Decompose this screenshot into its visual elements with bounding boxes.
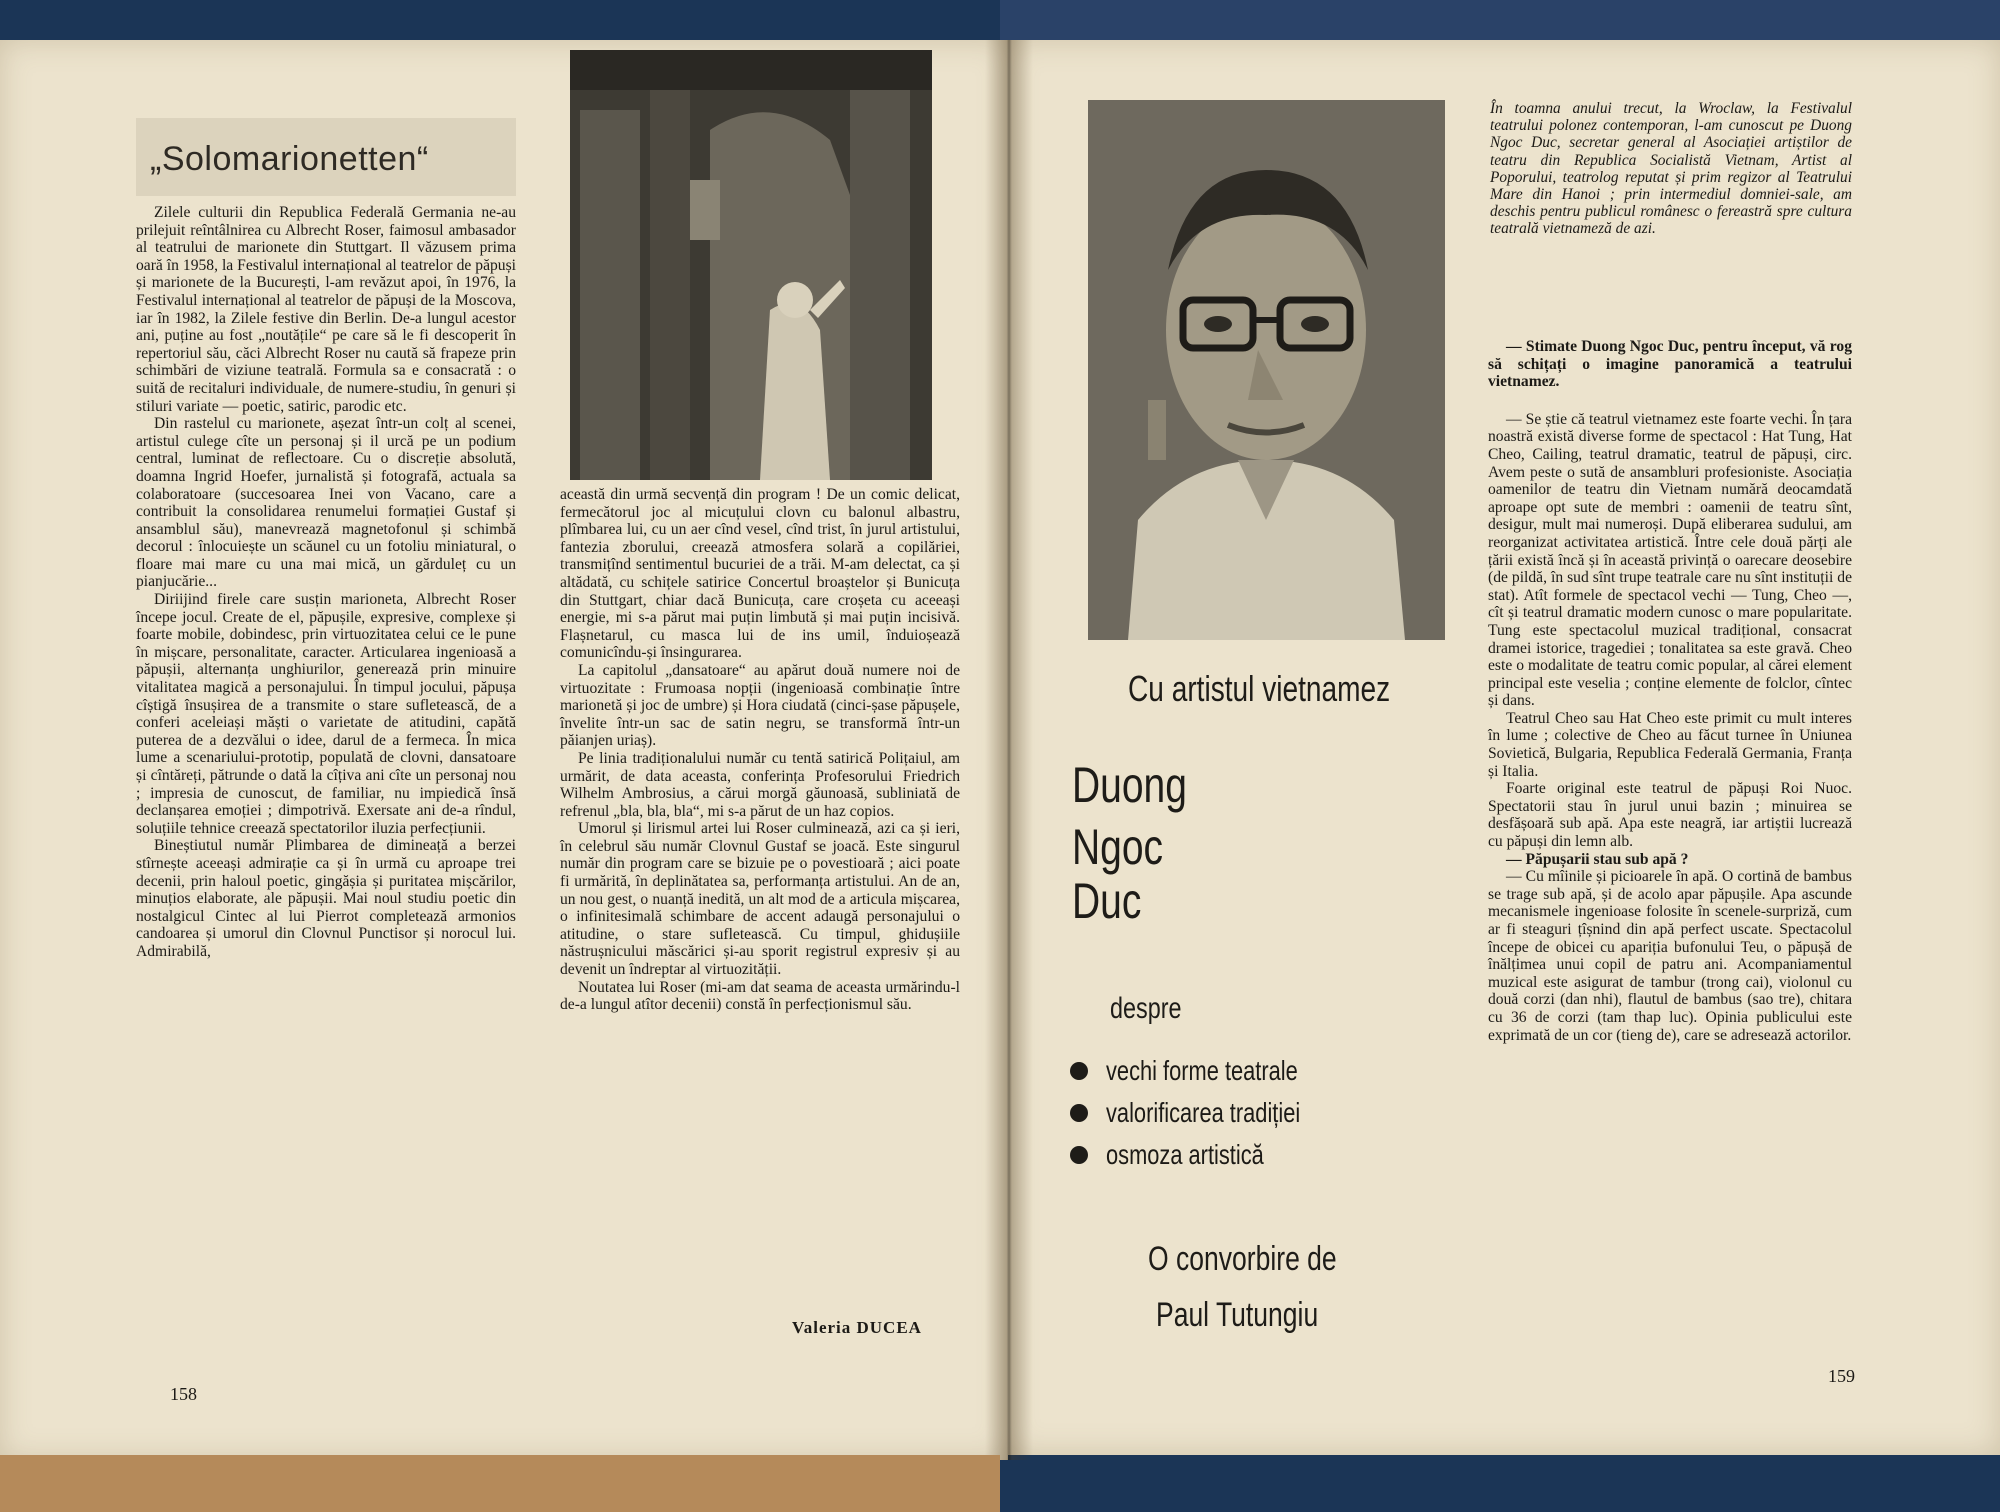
article-title: „Solomarionetten“ xyxy=(150,140,429,178)
paragraph: această din urmă secvență din program ! De un comic delicat, fermecătorul joc al micuțului clovn cu balonul albastru, plîmbarea lui, cu un aer cînd vesel, cînd trist, în jurul artistului, fantezia zborului, creează atmosfera solară a copilăriei, transmițînd sentimentul bucuriei de a trăi. M-am delectat, ca și altădată, cu schițele satirice Concertul broaștelor și Bunicuța din Stuttgart, chiar dacă Bunicuța, care croșeta cu aceeași energie, mi s-a părut mai puțin limbută și mai puțin incisivă. Flașnetarul, cu masca lui de ins umil, înduioșează comunicîndu-și însingurarea. xyxy=(560,486,960,662)
name-line-2: Ngoc xyxy=(1072,819,1164,875)
bullet-icon xyxy=(1070,1104,1088,1122)
question: — Stimate Duong Ngoc Duc, pentru început, vă rog să schițați o imagine panoramică a teatrului vietnamez. xyxy=(1488,338,1852,391)
paragraph: La capitolul „dansatoare“ au apărut două numere noi de virtuozitate : Frumoasa nopții (ingenioasă combinație între marionetă și joc de umbre) și Hora ciudată (cinci-șase păpușele, învelite într-un sac de satin negru, se transformă într-un păianjen uriaș). xyxy=(560,661,960,750)
paragraph: Bineștiutul număr Plimbarea de dimineață a berzei stîrnește aceeași admirație ca și în urmă cu aproape trei decenii, prin haloul poetic, gingășia și puritatea mișcărilor, minuțios elaborate, ale păpușii. Mai noul studiu poetic din nostalgicul Cintec al lui Pierrot completează armonios candoarea și umorul din Clovnul Punctisor și norocul lui. Admirabilă, xyxy=(136,837,516,960)
paragraph: Diriijind firele care susțin marioneta, Albrecht Roser începe jocul. Create de el, păpușile, expresive, complexe și foarte mobile, dobindesc, prin virtuozitatea celui ce le pune în mișcare, personalitate, caracter. Articularea ingenioasă a păpușii, alternanța unghiurilor, generează prin minuire vitalitatea magică a personajului. În timpul jocului, păpușa cîștigă însușirea de a transmite o stare sufletească, de a conferi aceleiași măști o varietate de atitudini, capătă puterea de a dezvălui o idee, darul de a fermeca. În mica lume a scenariului-prototip, populată de clovni, dansatoare și cîntăreți, pătrunde o dată la cîțiva ani cîte un personaj nou ; impresia de cunoscut, de familiar, nu impiedică însă declanșarea emoției ; dimpotrivă. Exersate ani de-a rîndul, soluțiile tehnice creează spectatorilor iluzia perfecțiunii. xyxy=(136,591,516,837)
author-signature: Valeria DUCEA xyxy=(792,1318,922,1337)
bullet-icon xyxy=(1070,1062,1088,1080)
topic-label: valorificarea tradiției xyxy=(1106,1097,1301,1128)
paragraph: Umorul și lirismul artei lui Roser culminează, azi ca și ieri, în celebrul său număr Clovnul Gustaf se joacă. Este singurul număr din program care se bizuie pe o povestioară ; aici poate fi urmărită, în deplinătatea sa, performanța artistului. An de an, un nou gest, o nuanță inedită, un alt mod de a articula mișcarea, o infinitesimală schimbare de accent adaugă personajului o atitudine, o stare sufletească. Cu timpul, ghidușiile năstrușnicului măscărici și-au sporit registrul expresiv și au devenit un îndreptar al virtuozității. xyxy=(560,820,960,979)
name-line-3: Duc xyxy=(1072,873,1142,929)
bullet-icon xyxy=(1070,1146,1088,1164)
paragraph: Zilele culturii din Republica Federală Germania ne-au prilejuit reîntâlnirea cu Albrecht Roser, faimosul ambasador al teatrului de marionete din Stuttgart. Il văzusem prima oară în 1958, la Festivalul internațional al teatrelor de păpuși și marionete de la București, l-am revăzut apoi, în 1976, la Festivalul internațional al teatrelor de păpuși de la Moscova, iar în 1982, la Zilele festive din Berlin. De-a lungul acestor ani, puține au fost „noutățile“ pe care să le fi descoperit în repertoriul său, căci Albrecht Roser nu caută să frapeze prin schimbări de viziune teatrală. Formula sa e consacrată : o suită de recitaluri individuale, de numere-studiu, în genuri și stiluri variate — poetic, satiric, parodic etc. xyxy=(136,204,516,415)
topic-label: vechi forme teatrale xyxy=(1106,1055,1298,1086)
left-column-1 xyxy=(136,204,516,961)
topic-label: osmoza artistică xyxy=(1106,1139,1264,1170)
paragraph: Teatrul Cheo sau Hat Cheo este primit cu mult interes în lume ; colective de Cheo au făcut turnee în Uniunea Sovietică, Bulgaria, Republica Federală Germania, Franța și Italia. xyxy=(1488,709,1852,780)
topic-item xyxy=(1070,1134,1355,1176)
puppeteer-stage-photo xyxy=(570,50,932,480)
page-number-left: 158 xyxy=(170,1384,197,1404)
paragraph: Noutatea lui Roser (mi-am dat seama de aceasta urmărindu-l de-a lungul atîtor decenii) constă în perfecționismul său. xyxy=(560,978,960,1014)
paragraph: Foarte original este teatrul de păpuși Roi Nuoc. Spectatorii stau în jurul unui bazin ; minuirea se desfășoară sub apă. Apa este neagră, iar artiștii lucrează cu păpuși din lemn alb. xyxy=(1488,780,1852,851)
right-column xyxy=(1488,338,1852,1044)
book-gutter xyxy=(985,40,1033,1460)
paragraph: — Se știe că teatrul vietnamez este foarte vechi. În țara noastră există diverse forme de spectacol : Hat Tung, Hat Cheo, Cailing, teatrul dramatic, teatrul de păpuși, circ. Avem peste o sută de ansambluri profesioniste. Asociația oamenilor de teatru din Vietnam numără deocamdată aproape opt sute de membri : oamenii de teatru sînt, desigur, mult mai numeroși. După eliberarea sudului, am reorganizat activitatea artistică. Între cele două părți ale țării există încă și în această privință o oarecare deosebire (de pildă, în sud sînt trupe teatrale care nu sînt instituții de stat). Atît formele de spectacol vechi — Tung, Cheo —, cît și teatrul dramatic modern cunosc o mare popularitate. Tung este spectacolul muzical tradițional, consacrat dramei istorice, tragediei ; tonalitatea sa este gravă. Cheo este o modalitate de teatru comic popular, al cărei element principal este veselia ; conține elemente de folclor, cîntec și dans. xyxy=(1488,410,1852,710)
paragraph: Pe linia tradiționalului număr cu tentă satirică Polițaiul, am urmărit, de data aceasta, conferința Profesorului Friedrich Wilhelm Ambrosius, a cărui morgă găunoasă, subliniată de refrenul „bla, bla, bla“, mi s-a părut de un haz copios. xyxy=(560,749,960,820)
topic-item xyxy=(1070,1092,1355,1134)
convorbire-label: O convorbire de xyxy=(1148,1240,1337,1278)
left-column-2 xyxy=(560,486,960,1014)
topic-item xyxy=(1070,1050,1355,1092)
page-number-right: 159 xyxy=(1828,1366,1855,1386)
question: — Păpușarii stau sub apă ? xyxy=(1506,850,1689,868)
intro-paragraph: În toamna anului trecut, la Wroclaw, la Festivalul teatrului polonez contemporan, l-am cunoscut pe Duong Ngoc Duc, secretar general al Asociației artiștilor de teatru din Republica Socialistă Vietnam, Artist al Poporului, teatrolog reputat și prim regizor al Teatrului Mare din Hanoi ; prin intermediul domniei-sale, am deschis pentru publicul românesc o fereastră spre cultura teatrală vietnameză de azi. xyxy=(1490,100,1852,238)
despre-label: despre xyxy=(1110,992,1182,1025)
book-edge xyxy=(0,1455,1000,1512)
portrait-photo xyxy=(1088,100,1445,640)
interview-heading: Cu artistul vietnamez xyxy=(1128,668,1391,709)
interviewer-name: Paul Tutungiu xyxy=(1156,1296,1319,1334)
topics-list xyxy=(1070,1050,1355,1176)
name-line-1: Duong xyxy=(1072,757,1187,813)
paragraph: Din rastelul cu marionete, așezat într-un colț al scenei, artistul culege cîte un personaj și il urcă pe un podium central, luminat de reflectoare. Cu o discreție absolută, doamna Ingrid Hoefer, jurnalistă și fotografă, actuala sa colaboratoare (succesoarea Inei von Vacano, care a contribuit la consolidarea renumelui formației Gustaf și ansamblul său), manevrează magnetofonul și schimbă decorul : înlocuiește un scăunel cu un fotoliu miniatural, o floare mai mare cu una mai mică, un gărduleț cu un pianjucărie... xyxy=(136,415,516,591)
paragraph: — Cu mîinile și picioarele în apă. O cortină de bambus se trage sub apă, și de acolo apar păpușile. Apa ascunde mecanismele ingenioase folosite în scenele-surpriză, cum ar fi steaguri țîșnind din apă perfect uscate. Spectacolul începe de obicei cu apariția bufonului Teu, o păpușă de înălțimea unui copil de patru ani. Acompaniamentul muzical este asigurat de tambur (trong cai), violonul cu două corzi (dan nhi), flautul de bambus (sao tre), chitara cu 36 de corzi (tam thap luc). Opinia publicului este exprimată de un cor (tieng de), care se adresează actorilor. xyxy=(1488,868,1852,1044)
